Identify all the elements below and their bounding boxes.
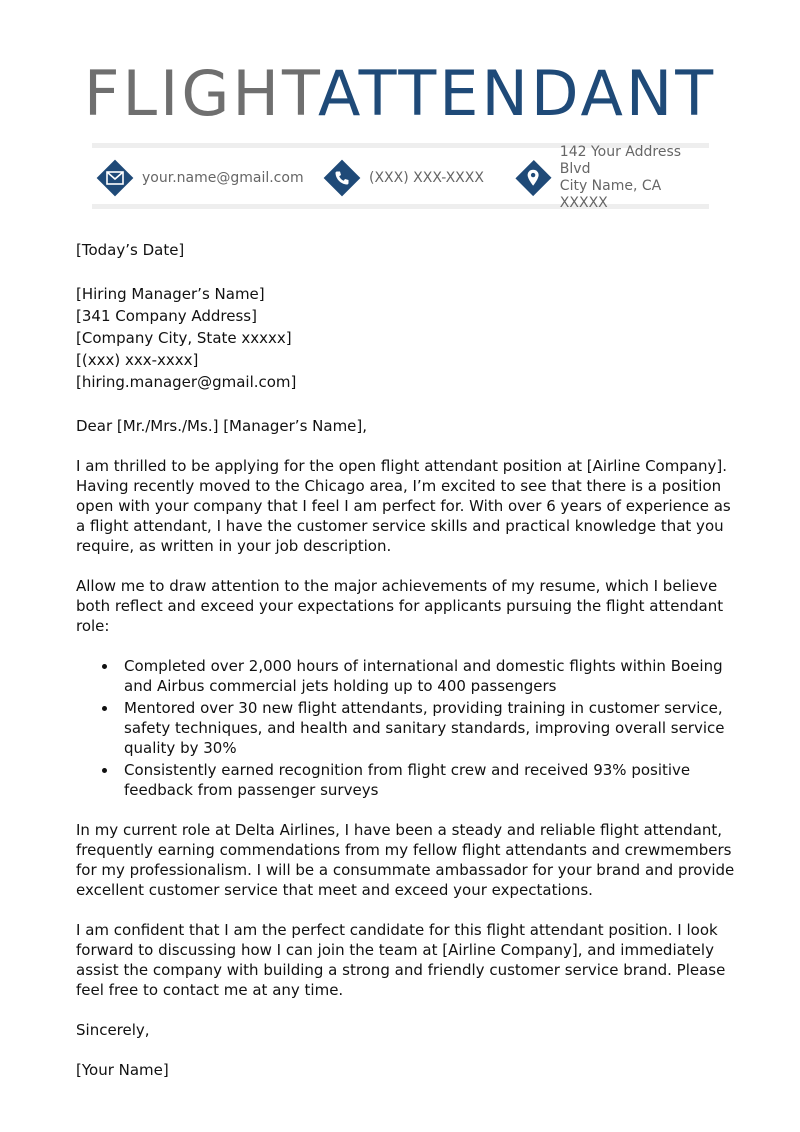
paragraph-current-role: In my current role at Delta Airlines, I have been a steady and reliable flight attendant, frequently earning commendations from my fellow flight attendants and crewmembers for my professionalism. I will be a consummate ambassador for your brand and provide excellent customer service that meet and exceed your expectations. (76, 821, 735, 899)
location-pin-icon (515, 160, 551, 196)
paragraph-closing: I am confident that I am the perfect candidate for this flight attendant position. I look forward to discussing how I can join the team at [Airline Company], and immediately assist the company with building a strong and friendly customer service brand. Please feel free to contact me at any time. (76, 921, 726, 999)
envelope-icon (97, 160, 134, 197)
address-text (560, 144, 709, 212)
contact-address (516, 144, 709, 211)
letter-date: [Today’s Date] (76, 241, 185, 259)
phone-icon (324, 160, 361, 197)
list-item: Consistently earned recognition from flight crew and received 93% positive feedback from passenger surveys (124, 760, 741, 800)
contact-email (97, 155, 304, 201)
email-text: your.name@gmail.com (142, 169, 304, 186)
recipient-name: [Hiring Manager’s Name] (76, 285, 265, 303)
salutation: Dear [Mr./Mrs./Ms.] [Manager’s Name], (76, 417, 368, 435)
contact-bar (92, 143, 709, 209)
list-item: Mentored over 30 new flight attendants, providing training in customer service, safety techniques, and health and sanitary standards, improving overall service quality by 30% (124, 698, 741, 758)
recipient-block (76, 284, 741, 392)
title-part-attendant: ATTENDANT (318, 57, 717, 130)
recipient-email: [hiring.manager@gmail.com] (76, 373, 297, 391)
address-line-2: City Name, CA XXXXX (559, 178, 662, 211)
list-item: Completed over 2,000 hours of international and domestic flights within Boeing and Airbus commercial jets holding up to 400 passengers (124, 656, 741, 696)
address-line-1: 142 Your Address Blvd (559, 144, 682, 177)
paragraph-intro: I am thrilled to be applying for the open flight attendant position at [Airline Company]. Having recently moved to the Chicago area, I’m excited to see that there is a position open with your company that I feel I am perfect for. With over 6 years of experience as a flight attendant, I have the customer service skills and practical knowledge that you require, as written in your job description. (76, 457, 731, 555)
signature: [Your Name] (76, 1061, 169, 1079)
paragraph-achievements: Allow me to draw attention to the major achievements of my resume, which I believe both reflect and exceed your expectations for applicants pursuing the flight attendant role: (76, 577, 724, 635)
recipient-city: [Company City, State xxxxx] (76, 329, 292, 347)
title-part-flight: FLIGHT (83, 57, 319, 130)
page-title (0, 56, 800, 132)
letter-body (76, 240, 741, 1100)
closing: Sincerely, (76, 1021, 150, 1039)
achievements-list (76, 656, 741, 800)
recipient-phone: [(xxx) xxx-xxxx] (76, 351, 199, 369)
recipient-address: [341 Company Address] (76, 307, 257, 325)
contact-phone (324, 155, 484, 201)
phone-text: (XXX) XXX-XXXX (369, 169, 484, 186)
